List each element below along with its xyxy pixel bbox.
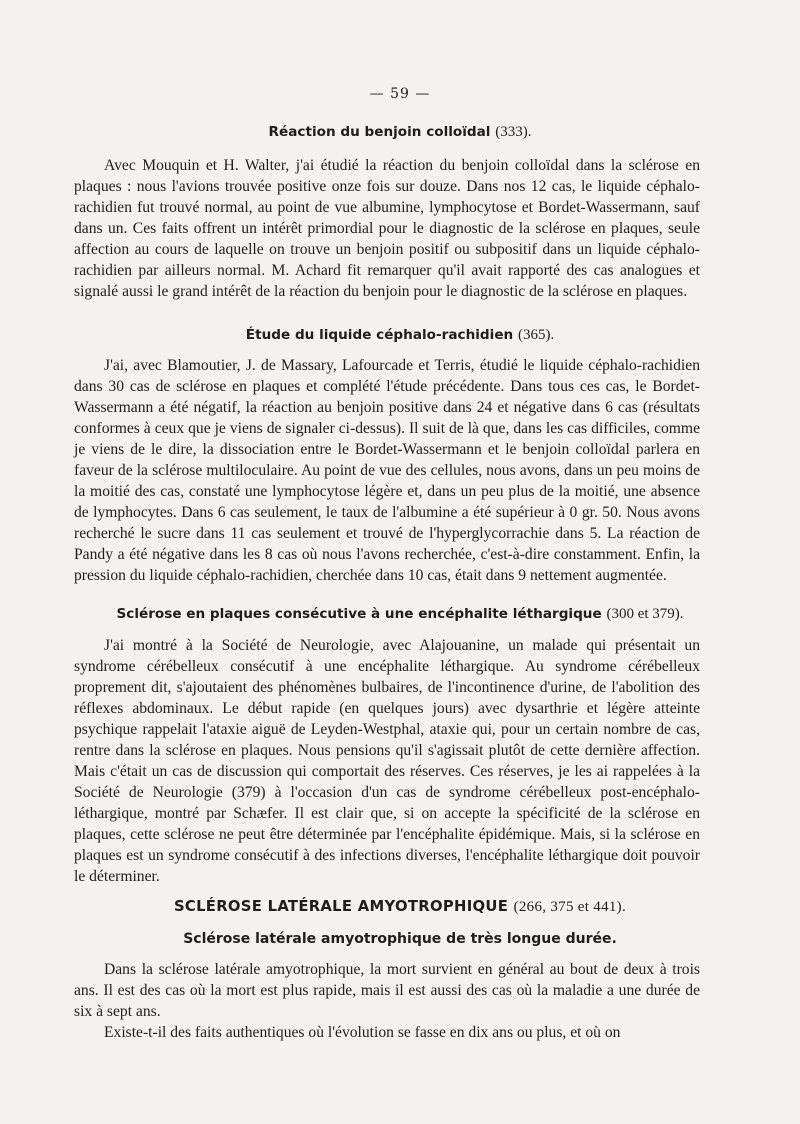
paragraph: Avec Mouquin et H. Walter, j'ai étudié la réaction du benjoin colloïdal dans la sclérose en plaques : nous l'avions trouvée positive onze fois sur douze. Dans nos 12 cas, le liquide céphalo-rachidien fut trouvé normal, au point de vue albumine, lymphocytose et Bordet-Wassermann, sauf dans un. Ces faits offrent un intérêt primordial pour le diagnostic de la sclérose en plaques, seule affection au cours de laquelle on trouve un benjoin positif ou subpositif dans un liquide céphalo-rachidien par ailleurs normal. M. Achard fit remarquer qu'il avait rapporté des cas analogues et signalé aussi le grand intérêt de la réaction du benjoin pour le diagnostic de la sclérose en plaques. [74, 157, 700, 300]
section-title: Étude du liquide céphalo-rachidien [245, 327, 514, 343]
section-body-liquide [74, 355, 700, 586]
chapter-ref: (266, 375 et 441). [513, 899, 627, 915]
section-ref: (365). [517, 327, 555, 343]
chapter-heading-sla [0, 898, 800, 916]
section-heading-liquide [0, 327, 800, 344]
paragraph: Dans la sclérose latérale amyotrophique, la mort survient en général au bout de deux à trois ans. Il est des cas où la mort est plus rapide, mais il est aussi des cas où la maladie a une durée de six à sept ans. [74, 961, 700, 1020]
paragraph: J'ai, avec Blamoutier, J. de Massary, Lafourcade et Terris, étudié le liquide céphalo-rachidien dans 30 cas de sclérose en plaques et complété l'étude précédente. Dans tous ces cas, le Bordet-Wassermann a été négatif, la réaction au benjoin positive dans 24 et négative dans 6 cas (résultats conformes à ceux que je viens de signaler ci-dessus). Il suit de là que, dans les cas difficiles, comme je viens de le dire, la dissociation entre le Bordet-Wassermann et le benjoin colloïdal parlera en faveur de la sclérose multiloculaire. Au point de vue des cellules, nous avons, dans un peu moins de la moitié des cas, constaté une lymphocytose légère et, dans un peu plus de la moitié, une absence de lymphocytes. Dans 6 cas seulement, le taux de l'albumine a été supérieur à 0 gr. 50. Nous avons recherché le sucre dans 11 cas seulement et trouvé de l'hyperglycorrachie dans 5. La réaction de Pandy a été négative dans les 8 cas où nous l'avons recherchée, c'est-à-dire constamment. Enfin, la pression du liquide céphalo-rachidien, cherchée dans 10 cas, était dans 9 nettement augmentée. [74, 357, 700, 584]
section-body-sla [74, 959, 700, 1043]
section-ref: (333). [495, 124, 532, 140]
section-title: Réaction du benjoin colloïdal [268, 124, 491, 140]
section-title: Sclérose en plaques consécutive à une encéphalite léthargique [116, 606, 602, 622]
paragraph: Existe-t-il des faits authentiques où l'évolution se fasse en dix ans ou plus, et où on [104, 1024, 621, 1041]
chapter-title: SCLÉROSE LATÉRALE AMYOTROPHIQUE [173, 898, 509, 915]
section-heading-longue-duree [0, 931, 800, 947]
section-ref: (300 et 379). [606, 606, 684, 622]
section-body-encephalite [74, 635, 700, 887]
section-subtitle: Sclérose latérale amyotrophique de très longue durée. [183, 931, 617, 947]
section-body-benjoin [74, 155, 700, 302]
page-number: — 59 — [369, 86, 431, 102]
section-heading-encephalite [0, 606, 800, 623]
section-heading-benjoin [0, 124, 800, 141]
paragraph: J'ai montré à la Société de Neurologie, avec Alajouanine, un malade qui présentait un syndrome cérébelleux consécutif à une encéphalite léthargique. Au syndrome cérébelleux proprement dit, s'ajoutaient des phénomènes bulbaires, de l'incontinence d'urine, de l'abolition des réflexes abdominaux. Le début rapide (en quelques jours) avec dysarthrie et légère atteinte psychique rappelait l'ataxie aiguë de Leyden-Westphal, ataxie qui, pour un certain nombre de cas, rentre dans la sclérose en plaques. Nous pensions qu'il s'agissait plutôt de cette dernière affection. Mais c'était un cas de discussion qui comportait des réserves. Ces réserves, je les ai rappelées à la Société de Neurologie (379) à l'occasion d'un cas de syndrome cérébelleux post-encéphalo-léthargique, montré par Schæfer. Il est clair que, si on accepte la spécificité de la sclérose en plaques, cette sclérose ne peut être déterminée par l'encéphalite épidémique. Mais, si la sclérose en plaques est un syndrome consécutif à des infections diverses, l'encéphalite léthargique doit pouvoir le déterminer. [74, 637, 700, 885]
